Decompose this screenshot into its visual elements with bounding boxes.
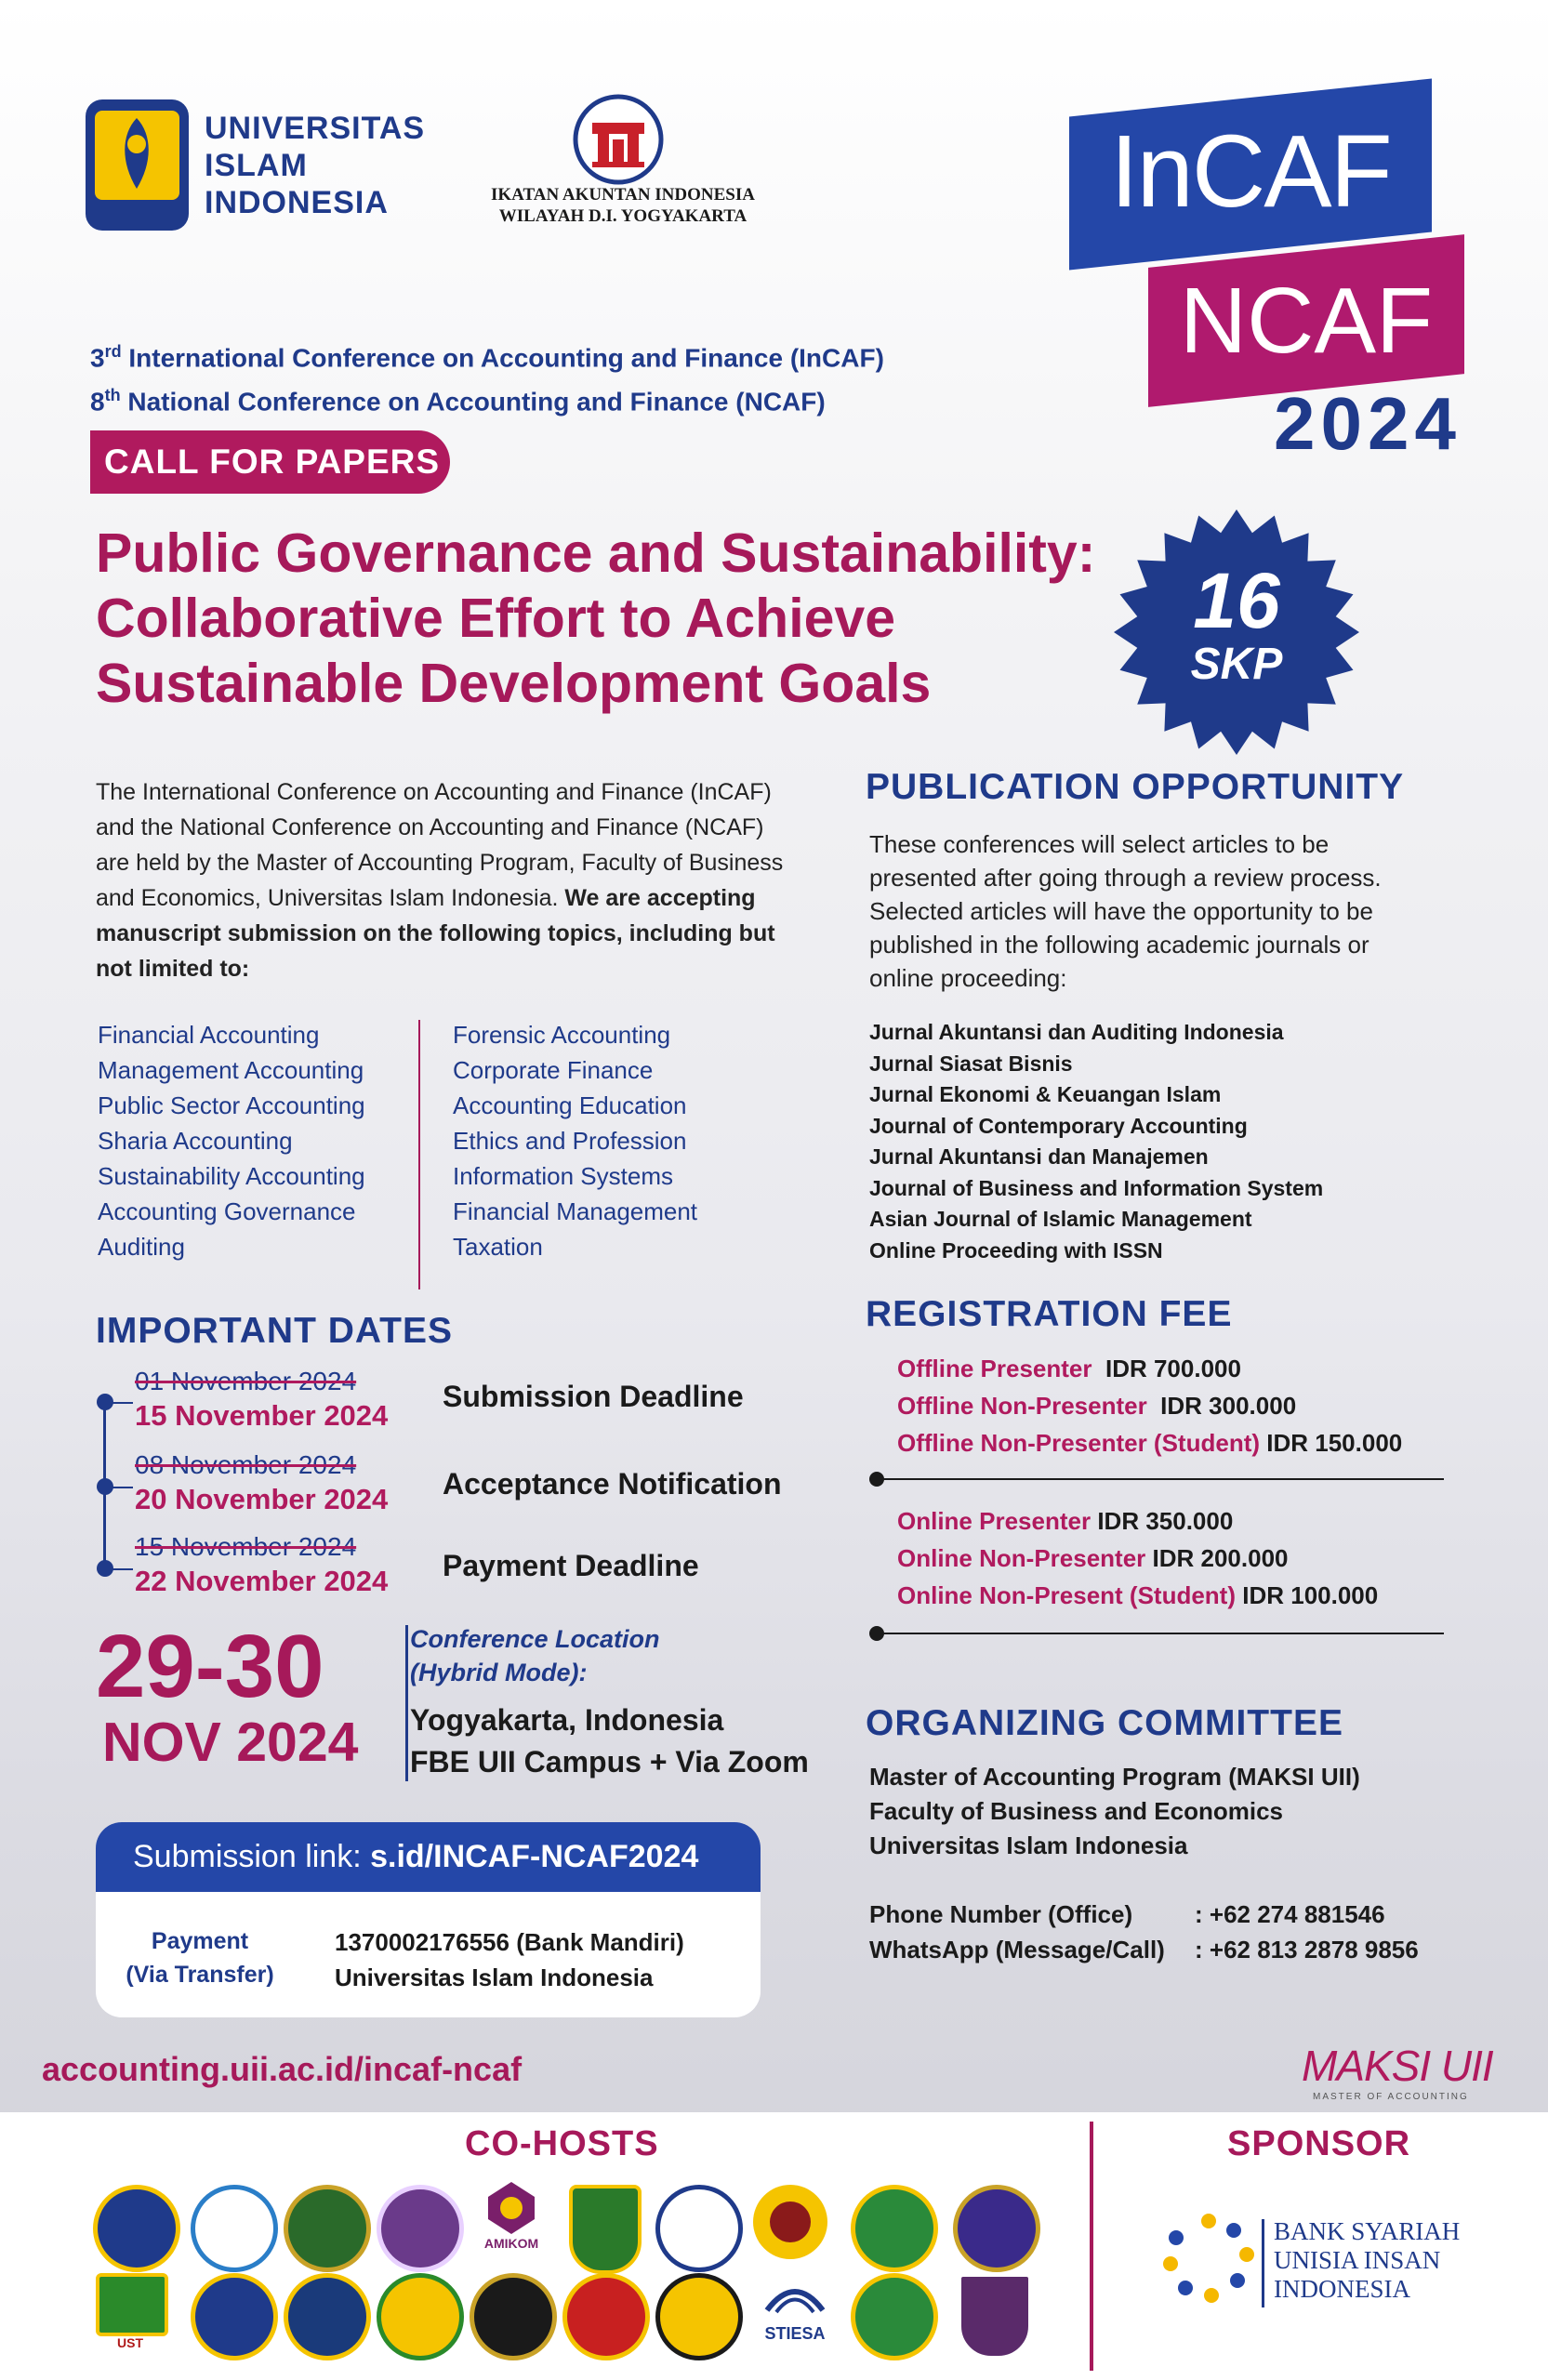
payment-label xyxy=(121,1924,279,1991)
theme-line: Public Governance and Sustainability: xyxy=(96,522,1096,584)
bank-name-line: INDONESIA xyxy=(1274,2275,1410,2303)
conference-line-2 xyxy=(90,377,884,420)
old-date: 15 November 2024 xyxy=(135,1532,357,1561)
maksi-logo: MAKSI UII xyxy=(1302,2042,1493,2090)
fee-price: IDR 700.000 xyxy=(1105,1355,1241,1382)
cohost-seal-icon xyxy=(284,2185,371,2272)
committee-line: Universitas Islam Indonesia xyxy=(869,1831,1188,1859)
bank-logo-icon xyxy=(1158,2208,1260,2310)
location-divider xyxy=(405,1625,408,1781)
date-label: Acceptance Notification xyxy=(443,1467,782,1501)
ordinal-number: 3 xyxy=(90,343,105,373)
ust-label: UST xyxy=(117,2335,143,2350)
separator-line xyxy=(877,1633,1444,1634)
event-month: NOV 2024 xyxy=(102,1712,359,1773)
brand-incaf-text: InCAF xyxy=(1110,114,1391,229)
conference-lines xyxy=(90,333,884,421)
brand-incaf xyxy=(1069,79,1432,271)
conference-name: International Conference on Accounting and Finance (InCAF) xyxy=(121,343,884,373)
cohost-seal-icon xyxy=(655,2273,743,2360)
fee-price: IDR 350.000 xyxy=(1097,1507,1234,1535)
amikom-label: AMIKOM xyxy=(483,2236,539,2251)
cohost-seal-icon xyxy=(377,2185,464,2272)
timeline-tick xyxy=(105,1402,133,1404)
intro-bold-text: We are accepting manuscript submission on the following topics, including but not limited to: xyxy=(96,885,775,982)
location-info-line: Yogyakarta, Indonesia xyxy=(410,1703,724,1737)
registration-fee-heading: REGISTRATION FEE xyxy=(866,1294,1233,1334)
cohosts-heading: CO-HOSTS xyxy=(465,2124,659,2163)
journal-item: Online Proceeding with ISSN xyxy=(869,1237,1163,1263)
uii-name-line: UNIVERSITAS xyxy=(205,111,426,146)
topic-item: Public Sector Accounting xyxy=(98,1091,365,1119)
topic-item: Information Systems xyxy=(453,1162,673,1190)
journal-item: Jurnal Akuntansi dan Manajemen xyxy=(869,1144,1209,1169)
important-dates-heading: IMPORTANT DATES xyxy=(96,1311,454,1351)
topics-divider xyxy=(418,1020,420,1289)
cohost-gear-icon xyxy=(748,2180,832,2264)
fee-label: Offline Non-Presenter (Student) xyxy=(897,1429,1261,1457)
timeline-tick xyxy=(105,1568,133,1570)
topic-item: Financial Accounting xyxy=(98,1021,320,1049)
cohost-seal-icon xyxy=(191,2185,278,2272)
iai-text-line: WILAYAH D.I. YOGYAKARTA xyxy=(498,206,748,226)
fee-row xyxy=(897,1387,1402,1424)
organizing-committee-heading: ORGANIZING COMMITTEE xyxy=(866,1703,1343,1743)
intro-text: The International Conference on Accounting and Finance (InCAF) and the National Conference on Accounting and Finance (NCAF) are held by the Master of Accounting Program, Faculty of Business and Economics, Universitas Islam Indonesia. xyxy=(96,779,784,911)
submission-label: Submission link: xyxy=(133,1839,371,1874)
theme-line: Sustainable Development Goals xyxy=(96,653,932,714)
amikom-logo-icon xyxy=(479,2180,544,2236)
conference-line-1 xyxy=(90,333,884,377)
fee-label: Offline Presenter xyxy=(897,1355,1092,1382)
journal-item: Jurnal Akuntansi dan Auditing Indonesia xyxy=(869,1020,1284,1044)
cohost-seal-icon xyxy=(562,2273,650,2360)
publication-text: These conferences will select articles to be presented after going through a review process. Selected articles will have the opportunity to be published in the following academic journals or online proceeding: xyxy=(869,830,1382,992)
fee-row xyxy=(897,1502,1378,1540)
journal-item: Jurnal Ekonomi & Keuangan Islam xyxy=(869,1082,1222,1106)
uii-logo xyxy=(84,98,191,232)
journal-item: Asian Journal of Islamic Management xyxy=(869,1207,1252,1231)
new-date: 15 November 2024 xyxy=(135,1399,389,1432)
iai-logo xyxy=(572,93,665,186)
topics-left-list xyxy=(98,1017,365,1264)
topic-item: Forensic Accounting xyxy=(453,1021,671,1049)
fee-label: Offline Non-Presenter xyxy=(897,1392,1147,1420)
uii-name xyxy=(205,110,425,221)
payment-account-name: Universitas Islam Indonesia xyxy=(335,1964,654,1991)
journal-item: Journal of Contemporary Accounting xyxy=(869,1113,1248,1138)
contact-label: Phone Number (Office) xyxy=(869,1900,1133,1928)
iai-text xyxy=(483,184,762,227)
theme-line: Collaborative Effort to Achieve xyxy=(96,588,896,649)
journal-item: Journal of Business and Information System xyxy=(869,1175,1324,1200)
topic-item: Sharia Accounting xyxy=(98,1127,293,1155)
contact-label: WhatsApp (Message/Call) xyxy=(869,1936,1165,1964)
intro-paragraph xyxy=(96,774,793,986)
contact-row xyxy=(869,1897,1419,1932)
topics-right-list xyxy=(453,1017,697,1264)
ordinal-number: 8 xyxy=(90,387,105,416)
cohost-seal-icon xyxy=(93,2185,180,2272)
timeline-tick xyxy=(105,1487,133,1488)
date-label: Payment Deadline xyxy=(443,1549,699,1582)
cohost-seal-icon xyxy=(655,2185,743,2272)
sponsor-heading: SPONSOR xyxy=(1227,2124,1411,2163)
skp-label: SKP xyxy=(1190,640,1283,689)
separator-line xyxy=(877,1478,1444,1480)
old-date: 08 November 2024 xyxy=(135,1450,357,1479)
skp-number: 16 xyxy=(1193,557,1280,644)
website-url[interactable]: accounting.uii.ac.id/incaf-ncaf xyxy=(42,2050,523,2088)
stiesa-logo-icon xyxy=(762,2273,827,2320)
bank-divider xyxy=(1262,2219,1264,2307)
topic-item: Corporate Finance xyxy=(453,1056,654,1084)
location-title-line: (Hybrid Mode): xyxy=(410,1659,588,1686)
fee-price: IDR 200.000 xyxy=(1152,1544,1289,1572)
fee-row xyxy=(897,1424,1402,1461)
topic-item: Accounting Education xyxy=(453,1091,687,1119)
offline-fees xyxy=(897,1350,1402,1461)
maksi-logo-subtitle: MASTER OF ACCOUNTING xyxy=(1313,2092,1469,2102)
topic-item: Management Accounting xyxy=(98,1056,364,1084)
location-info xyxy=(410,1699,809,1783)
date-label: Submission Deadline xyxy=(443,1380,744,1413)
cohost-seal-icon xyxy=(851,2273,938,2360)
committee-lines xyxy=(869,1760,1360,1863)
brand-year: 2024 xyxy=(1274,382,1462,465)
fee-row xyxy=(897,1350,1402,1387)
uii-name-line: ISLAM xyxy=(205,148,308,183)
bank-name xyxy=(1274,2217,1460,2304)
committee-line: Faculty of Business and Economics xyxy=(869,1797,1283,1825)
payment-info xyxy=(335,1924,684,1995)
phone-number[interactable]: : +62 274 881546 xyxy=(1195,1900,1385,1928)
cohost-shield-icon xyxy=(958,2273,1032,2360)
journal-list xyxy=(869,1017,1323,1266)
submission-box xyxy=(96,1822,761,1892)
fee-label: Online Presenter xyxy=(897,1507,1092,1535)
cohost-seal-icon xyxy=(191,2273,278,2360)
contact-row xyxy=(869,1932,1419,1967)
location-title xyxy=(410,1622,660,1689)
fee-label: Online Non-Presenter xyxy=(897,1544,1146,1572)
bank-name-line: BANK SYARIAH xyxy=(1274,2217,1461,2245)
topic-item: Auditing xyxy=(98,1233,185,1261)
ust-logo-icon xyxy=(96,2273,168,2336)
payment-label-line: Payment xyxy=(151,1928,249,1954)
fee-price: IDR 300.000 xyxy=(1160,1392,1297,1420)
stiesa-label: STIESA xyxy=(764,2324,826,2343)
fee-price: IDR 150.000 xyxy=(1266,1429,1403,1457)
theme-title xyxy=(96,521,1165,716)
location-info-line: FBE UII Campus + Via Zoom xyxy=(410,1745,809,1778)
topic-item: Ethics and Profession xyxy=(453,1127,687,1155)
brand-ncaf-text: NCAF xyxy=(1179,269,1434,373)
payment-account: 1370002176556 (Bank Mandiri) xyxy=(335,1928,684,1956)
topic-item: Accounting Governance xyxy=(98,1197,356,1225)
skp-badge xyxy=(1111,507,1362,758)
iai-text-line: IKATAN AKUNTAN INDONESIA xyxy=(491,185,755,205)
bank-name-line: UNISIA INSAN xyxy=(1274,2246,1441,2274)
payment-label-line: (Via Transfer) xyxy=(126,1962,274,1988)
topic-item: Taxation xyxy=(453,1233,543,1261)
uii-name-line: INDONESIA xyxy=(205,185,389,220)
committee-line: Master of Accounting Program (MAKSI UII) xyxy=(869,1763,1360,1791)
ordinal-suffix: th xyxy=(104,386,121,405)
old-date: 01 November 2024 xyxy=(135,1367,357,1395)
call-for-papers-badge: CALL FOR PAPERS xyxy=(90,430,450,494)
publication-heading: PUBLICATION OPPORTUNITY xyxy=(866,767,1405,807)
journal-item: Jurnal Siasat Bisnis xyxy=(869,1051,1073,1076)
ordinal-suffix: rd xyxy=(104,342,122,361)
cohost-seal-icon xyxy=(851,2185,938,2272)
conference-name: National Conference on Accounting and Finance (NCAF) xyxy=(120,387,826,416)
location-title-line: Conference Location xyxy=(410,1625,660,1653)
topic-item: Sustainability Accounting xyxy=(98,1162,365,1190)
whatsapp-number[interactable]: : +62 813 2878 9856 xyxy=(1195,1936,1419,1964)
new-date: 22 November 2024 xyxy=(135,1565,389,1597)
submission-link[interactable]: s.id/INCAF-NCAF2024 xyxy=(370,1839,699,1874)
cohost-seal-icon xyxy=(953,2185,1040,2272)
cohost-seal-icon xyxy=(470,2273,557,2360)
fee-row xyxy=(897,1540,1378,1577)
new-date: 20 November 2024 xyxy=(135,1483,389,1515)
cohost-seal-icon xyxy=(284,2273,371,2360)
footer-divider xyxy=(1090,2122,1093,2371)
cohost-seal-icon xyxy=(377,2273,464,2360)
topic-item: Financial Management xyxy=(453,1197,698,1225)
fee-row xyxy=(897,1577,1378,1614)
cohost-shield-icon xyxy=(569,2185,642,2274)
fee-price: IDR 100.000 xyxy=(1242,1581,1379,1609)
event-days: 29-30 xyxy=(96,1617,324,1716)
fee-label: Online Non-Present (Student) xyxy=(897,1581,1236,1609)
online-fees xyxy=(897,1502,1378,1614)
contact-block xyxy=(869,1897,1419,1967)
